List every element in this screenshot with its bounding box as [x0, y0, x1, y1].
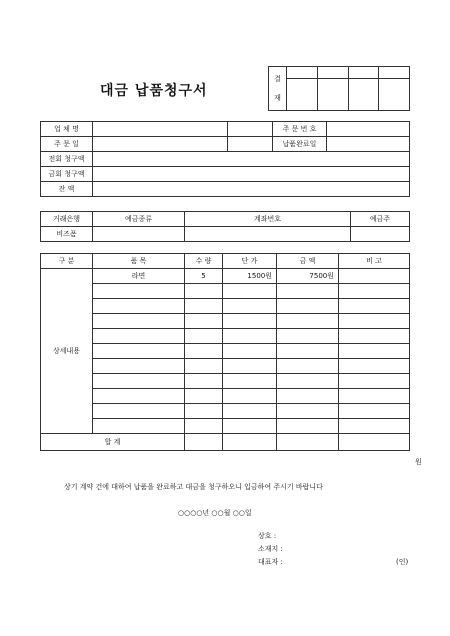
item-cell[interactable]	[93, 374, 185, 389]
note-cell[interactable]	[339, 344, 410, 359]
price-header: 단 가	[223, 254, 277, 269]
approval-box	[268, 66, 410, 111]
unit-label: 원	[415, 458, 422, 466]
document-title: 대금 납품청구서	[100, 83, 208, 99]
price-cell[interactable]	[223, 284, 277, 299]
amount-cell[interactable]	[277, 389, 339, 404]
note-cell[interactable]	[339, 329, 410, 344]
amount-cell[interactable]	[277, 284, 339, 299]
order-date-label: 주 문 일	[41, 137, 93, 152]
seller-ceo: 대표자 :	[258, 558, 283, 566]
account-no-header: 계좌번호	[185, 212, 351, 227]
qty-cell[interactable]	[185, 284, 223, 299]
qty-cell[interactable]	[185, 404, 223, 419]
approval-sign[interactable]	[287, 79, 318, 111]
company-label: 업 체 명	[41, 122, 93, 137]
order-no-field[interactable]	[327, 122, 410, 137]
qty-cell[interactable]	[185, 389, 223, 404]
category-header: 구 분	[41, 254, 93, 269]
approval-sign[interactable]	[348, 79, 379, 111]
amount-cell[interactable]	[277, 344, 339, 359]
approval-cell	[317, 67, 348, 79]
qty-cell[interactable]: 5	[185, 269, 223, 284]
price-cell[interactable]	[223, 329, 277, 344]
delivery-date-label: 납품완료일	[273, 137, 327, 152]
qty-cell[interactable]	[185, 374, 223, 389]
total-amount[interactable]	[277, 434, 339, 451]
item-cell[interactable]	[93, 419, 185, 434]
item-cell[interactable]	[93, 404, 185, 419]
total-price[interactable]	[223, 434, 277, 451]
total-qty[interactable]	[185, 434, 223, 451]
prev-claim-label: 전회 청구액	[41, 152, 93, 167]
amount-cell[interactable]	[277, 374, 339, 389]
amount-cell[interactable]	[277, 419, 339, 434]
item-header: 품 목	[93, 254, 185, 269]
item-cell[interactable]	[93, 314, 185, 329]
issue-date: ○○○○년 ○○월 ○○일	[178, 509, 252, 517]
item-cell[interactable]	[93, 284, 185, 299]
price-cell[interactable]	[223, 419, 277, 434]
price-cell[interactable]	[223, 374, 277, 389]
qty-cell[interactable]	[185, 314, 223, 329]
note-cell[interactable]	[339, 374, 410, 389]
item-cell[interactable]: 라면	[93, 269, 185, 284]
note-cell[interactable]	[339, 419, 410, 434]
claim-statement: 상기 계약 건에 대하여 납품을 완료하고 대금을 청구하오니 입금하여 주시기 바랍니다	[64, 483, 323, 491]
price-cell[interactable]	[223, 404, 277, 419]
price-cell[interactable]	[223, 299, 277, 314]
approval-sign[interactable]	[317, 79, 348, 111]
qty-cell[interactable]	[185, 419, 223, 434]
price-cell[interactable]	[223, 389, 277, 404]
note-cell[interactable]	[339, 404, 410, 419]
note-cell[interactable]	[339, 359, 410, 374]
this-claim-label: 금회 청구액	[41, 167, 93, 182]
price-cell[interactable]	[223, 344, 277, 359]
amount-cell[interactable]	[277, 299, 339, 314]
price-cell[interactable]	[223, 314, 277, 329]
account-no-field[interactable]	[185, 227, 351, 242]
approval-label: 결 재	[269, 67, 287, 111]
item-cell[interactable]	[93, 359, 185, 374]
amount-cell[interactable]	[277, 314, 339, 329]
bank-table	[40, 211, 410, 242]
amount-cell[interactable]	[277, 329, 339, 344]
this-claim-field[interactable]	[93, 167, 410, 182]
qty-cell[interactable]	[185, 344, 223, 359]
total-label: 합 계	[41, 434, 185, 451]
approval-cell	[348, 67, 379, 79]
seller-address: 소재지 :	[258, 545, 283, 553]
delivery-date-field[interactable]	[327, 137, 410, 152]
item-cell[interactable]	[93, 299, 185, 314]
item-cell[interactable]	[93, 389, 185, 404]
seller-company: 상호 :	[258, 532, 277, 540]
price-cell[interactable]	[223, 359, 277, 374]
company-field[interactable]	[93, 122, 228, 137]
qty-cell[interactable]	[185, 299, 223, 314]
items-table	[40, 253, 410, 451]
item-cell[interactable]	[93, 329, 185, 344]
account-type-field[interactable]	[93, 227, 185, 242]
amount-cell[interactable]	[277, 359, 339, 374]
approval-cell	[379, 67, 410, 79]
holder-header: 예금주	[351, 212, 410, 227]
note-cell[interactable]	[339, 314, 410, 329]
qty-cell[interactable]	[185, 329, 223, 344]
seal-mark: (인)	[396, 558, 409, 566]
amount-cell[interactable]	[277, 404, 339, 419]
note-cell[interactable]	[339, 389, 410, 404]
info-table	[40, 121, 410, 197]
section-label: 상세내용	[41, 269, 93, 434]
order-no-label: 주 문 번 호	[273, 122, 327, 137]
amount-cell[interactable]: 7500원	[277, 269, 339, 284]
amount-header: 금 액	[277, 254, 339, 269]
balance-field[interactable]	[93, 182, 410, 197]
account-type-header: 예금종류	[93, 212, 185, 227]
qty-cell[interactable]	[185, 359, 223, 374]
item-cell[interactable]	[93, 344, 185, 359]
bank-name-cell[interactable]: 비즈폼	[41, 227, 93, 242]
balance-label: 잔 액	[41, 182, 93, 197]
note-header: 비 고	[339, 254, 410, 269]
bank-header: 거래은행	[41, 212, 93, 227]
order-date-field[interactable]	[93, 137, 228, 152]
price-cell[interactable]: 1500원	[223, 269, 277, 284]
total-note[interactable]	[339, 434, 410, 451]
approval-cell	[287, 67, 318, 79]
holder-field[interactable]	[351, 227, 410, 242]
qty-header: 수 량	[185, 254, 223, 269]
approval-sign[interactable]	[379, 79, 410, 111]
note-cell[interactable]	[339, 269, 410, 284]
prev-claim-field[interactable]	[93, 152, 410, 167]
note-cell[interactable]	[339, 299, 410, 314]
note-cell[interactable]	[339, 284, 410, 299]
